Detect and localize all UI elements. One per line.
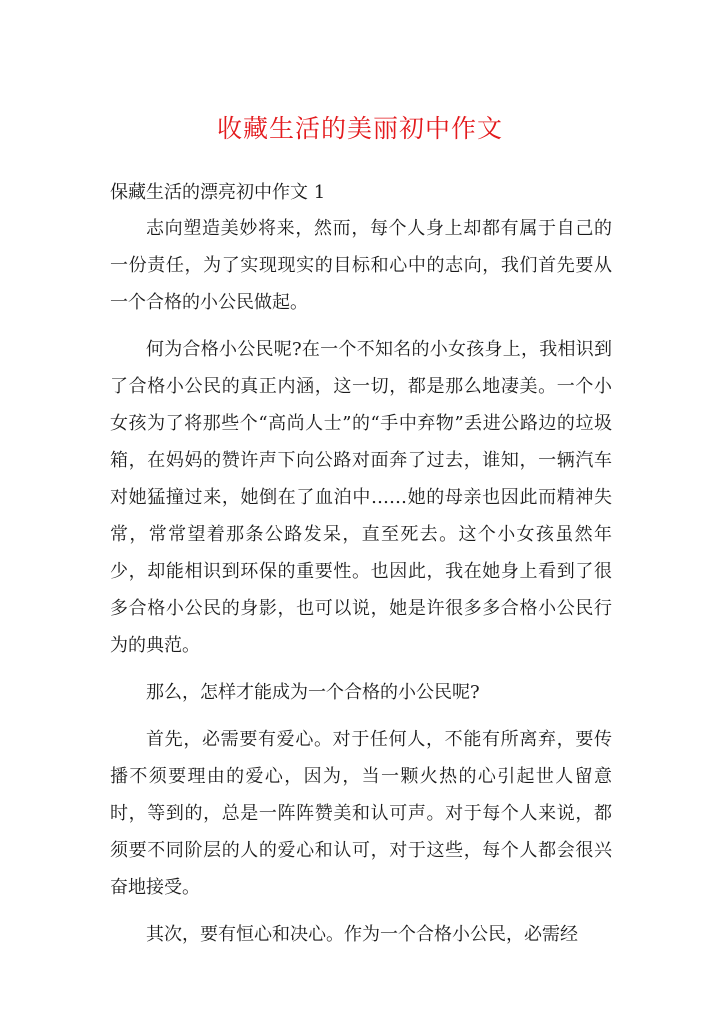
paragraph: 何为合格小公民呢?在一个不知名的小女孩身上，我相识到了合格小公民的真正内涵，这一切，都是那么地凄美。一个小女孩为了将那些个“高尚人士”的“手中弃物”丢进公路边的垃圾箱，在妈妈的赞许声下向公路对面奔了过去，谁知，一辆汽车对她猛撞过来，她倒在了血泊中……她的母亲也因此而精神失常，常常望着那条公路发呆，直至死去。这个小女孩虽然年少，却能相识到环保的重要性。也因此，我在她身上看到了很多合格小公民的身影，也可以说，她是许很多多合格小公民行为的典范。 xyxy=(110,339,612,656)
paragraph: 志向塑造美妙将来，然而，每个人身上却都有属于自己的一份责任，为了实现现实的目标和心中的志向，我们首先要从一个合格的小公民做起。 xyxy=(110,218,612,313)
document-title: 收藏生活的美丽初中作文 xyxy=(216,114,503,143)
document-body xyxy=(110,210,612,963)
document-subtitle: 保藏生活的漂亮初中作文 1 xyxy=(110,182,326,203)
paragraph: 那么，怎样才能成为一个合格的小公民呢? xyxy=(146,682,480,703)
paragraph: 其次，要有恒心和决心。作为一个合格小公民，必需经 xyxy=(146,924,578,945)
paragraph: 首先，必需要有爱心。对于任何人，不能有所离弃，要传播不须要理由的爱心，因为，当一颗火热的心引起世人留意时，等到的，总是一阵阵赞美和认可声。对于每个人来说，都须要不同阶层的人的爱心和认可，对于这些，每个人都会很兴奋地接受。 xyxy=(110,729,612,898)
